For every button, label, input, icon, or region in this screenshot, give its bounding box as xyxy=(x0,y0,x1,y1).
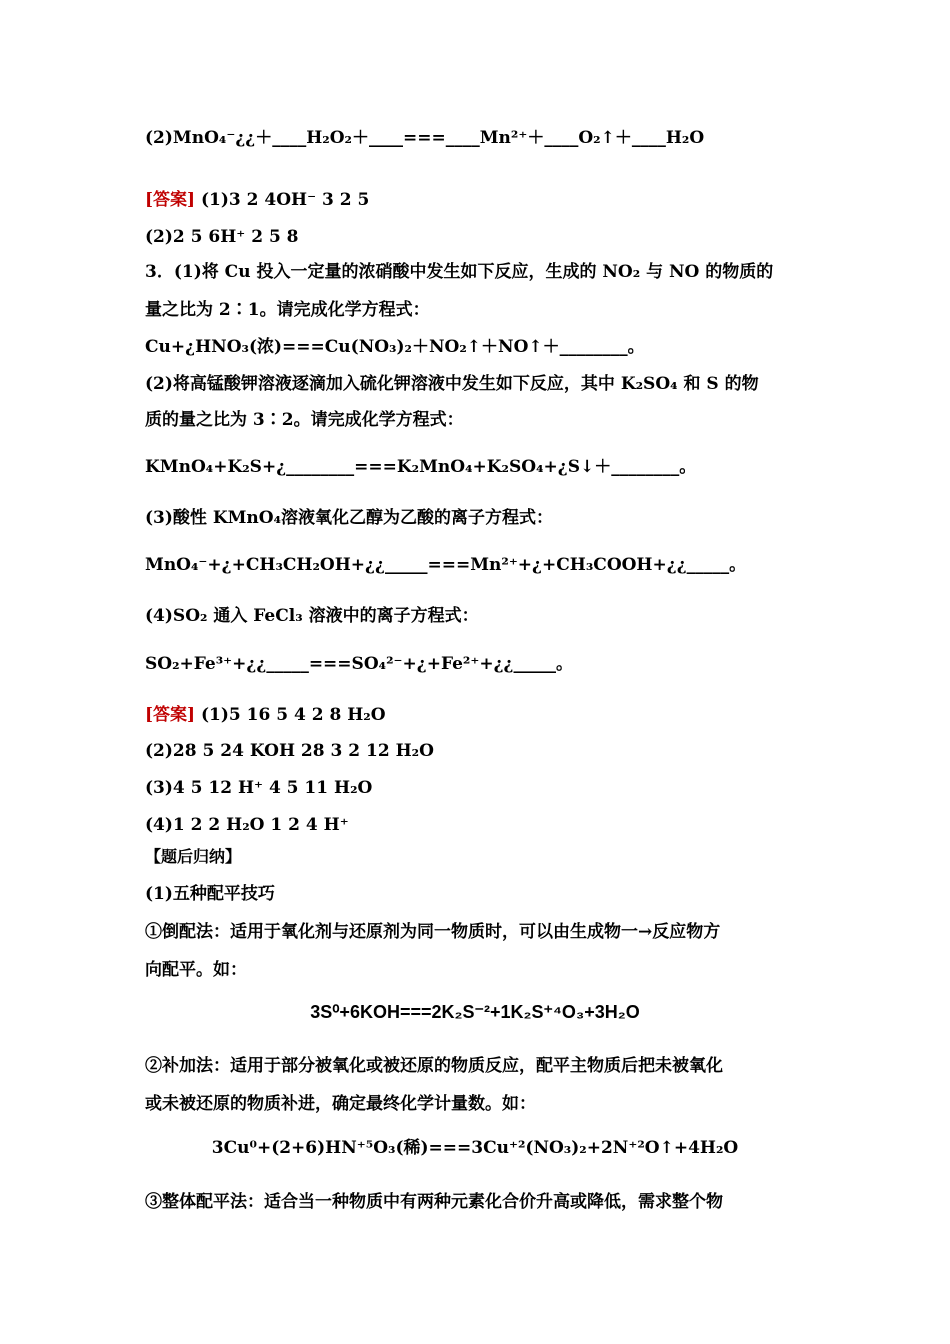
method-1-line-2: 向配平。如： xyxy=(145,960,247,980)
question-3-2-line-1: (2)将高锰酸钾溶液逐滴加入硫化钾溶液中发生如下反应，其中 K₂SO₄ 和 S 的物 xyxy=(145,374,759,394)
example-equation-1: 3S⁰+6KOH===2K₂S⁻²+1K₂S⁺⁴O₃+3H₂O xyxy=(310,1002,640,1022)
answer-label-2: [答案] xyxy=(145,705,196,725)
question-3-4: (4)SO₂ 通入 FeCl₃ 溶液中的离子方程式： xyxy=(145,606,479,626)
answer-line-5: (3)4 5 12 H⁺ 4 5 11 H₂O xyxy=(145,778,373,798)
equation-kmno4: KMnO₄+K₂S+¿________===K₂MnO₄+K₂SO₄+¿S↓＋________。 xyxy=(145,457,697,477)
method-2-line-2: 或未被还原的物质补进，确定最终化学计量数。如： xyxy=(145,1094,536,1114)
answer-line-6: (4)1 2 2 H₂O 1 2 4 H⁺ xyxy=(145,815,349,835)
answer-line-1 xyxy=(145,188,369,212)
summary-title: (1)五种配平技巧 xyxy=(145,884,275,904)
answer-label: [答案] xyxy=(145,190,196,210)
answer-text-2: (1)5 16 5 4 2 8 H₂O xyxy=(195,705,386,725)
question-3-line-2: 量之比为 2∶1。请完成化学方程式： xyxy=(145,300,430,320)
method-3-line-1: ③整体配平法：适合当一种物质中有两种元素化合价升高或降低，需求整个物 xyxy=(145,1192,723,1212)
equation-cu: Cu+¿HNO₃(浓)===Cu(NO₃)₂＋NO₂↑＋NO↑＋________。 xyxy=(145,337,645,357)
method-2-line-1: ②补加法：适用于部分被氧化或被还原的物质反应，配平主物质后把未被氧化 xyxy=(145,1056,723,1076)
question-3-3: (3)酸性 KMnO₄溶液氧化乙醇为乙酸的离子方程式： xyxy=(145,508,554,528)
summary-header: 【题后归纳】 xyxy=(145,847,242,866)
answer-line-2: (2)2 5 6H⁺ 2 5 8 xyxy=(145,227,299,247)
equation-line-2: (2)MnO₄⁻¿¿＋____H₂O₂＋____===____Mn²⁺＋____O₂↑＋____H₂O xyxy=(145,128,705,148)
example-equation-2: 3Cu⁰+(2+6)HN⁺⁵O₃(稀)===3Cu⁺²(NO₃)₂+2N⁺²O↑+4H₂O xyxy=(211,1138,739,1158)
answer-line-4: (2)28 5 24 KOH 28 3 2 12 H₂O xyxy=(145,741,434,761)
answer-text: (1)3 2 4OH⁻ 3 2 5 xyxy=(195,190,370,210)
answer-line-3 xyxy=(145,703,386,727)
equation-mno4: MnO₄⁻+¿+CH₃CH₂OH+¿¿_____===Mn²⁺+¿+CH₃COOH+¿¿_____。 xyxy=(145,555,747,575)
question-3-line-1: 3．(1)将 Cu 投入一定量的浓硝酸中发生如下反应，生成的 NO₂ 与 NO 的物质的 xyxy=(145,262,774,282)
equation-so2: SO₂+Fe³⁺+¿¿_____===SO₄²⁻+¿+Fe²⁺+¿¿_____。 xyxy=(145,654,573,674)
method-1-line-1: ①倒配法：适用于氧化剂与还原剂为同一物质时，可以由生成物一→反应物方 xyxy=(145,922,721,942)
question-3-2-line-2: 质的量之比为 3∶2。请完成化学方程式： xyxy=(145,410,464,430)
